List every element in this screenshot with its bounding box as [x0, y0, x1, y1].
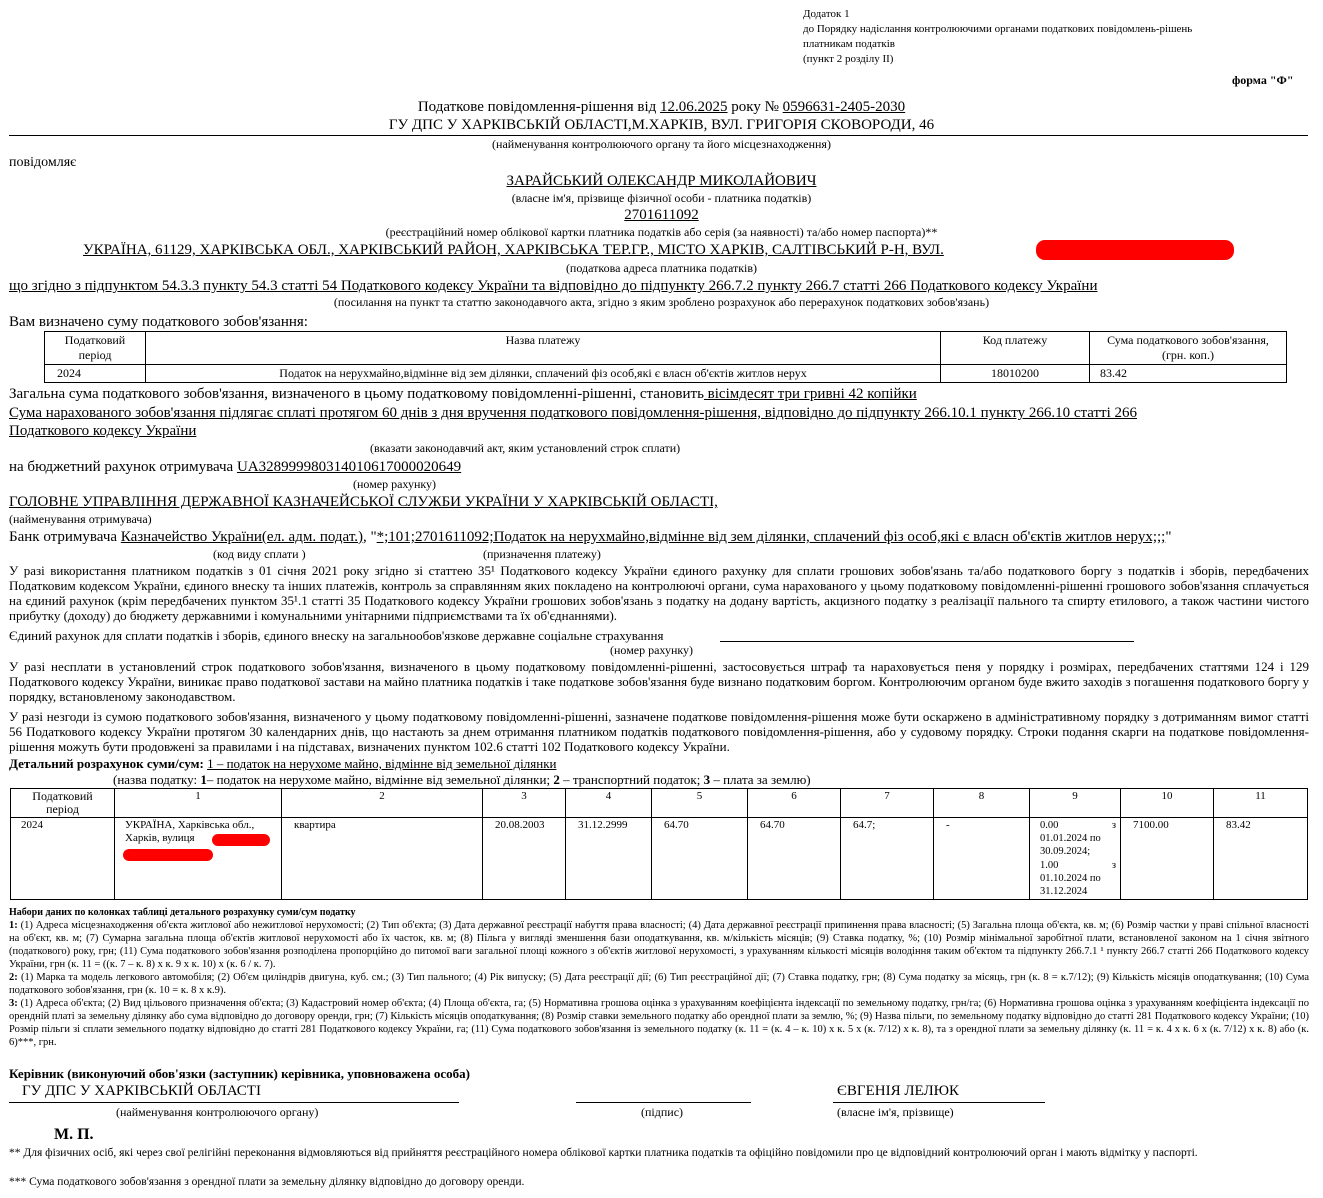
datasets-item-3: 3: (1) Адреса об'єкта; (2) Вид цільового призначення об'єкта; (3) Кадастровий номер об'єкта; (4) Площа об'єкта, га; (5) Нормативна грошова оцінка з урахуванням коефіцієнта індексації по земельному податку, грн/га; (6) Нормативна грошова оцінка з урахуванням коефіцієнта індексації по орендній платі за земельну ділянку або сума відповідно до договору оренди, грн; (7) Кількість місяців оподаткування; (8) Розмір ставки земельного податку або орендної плати за землю, %; (9) Назва пільги, по земельному податку відповідно до статті 281 Податкового кодексу України; (10) Розмір пільги зі сплати земельного податку відповідно до статті 281 Податкового кодексу України, га; (11) Сума податкового зобов'язання із земельного податку (к. 11 = (к. 4 – к. 10) х к. 5 х (к. 7/12) х к. 8), та з орендної плати за земельну ділянку (к. 11 = к. 4 х к. 6 х (к. 7/12) х к. 8) або (к. 6)***, грн. — [9, 998, 1309, 1048]
annex-line: (пункт 2 розділу ІІ) — [803, 53, 894, 65]
recipient-caption: (найменування отримувача) — [9, 512, 152, 526]
stamp-label: М. П. — [54, 1126, 94, 1143]
document-number: 0596631-2405-2030 — [782, 99, 906, 115]
table-header-cell: 5 — [652, 789, 748, 818]
annex-block — [803, 7, 1192, 67]
appeal-paragraph: У разі незгоди із сумою податкового зобов'язання, визначеного у цьому податковому повідомленні-рішенні, зазначене податкове повідомлення-рішення може бути оскаржено в адміністративному порядку з дотриманням вимог статті 56 Податкового кодексу України протягом 30 календарних днів, що настають за днем отримання платником податків податкового повідомлення-рішення, або у судовому порядку. Строки подання скарги на податкове повідомлення-рішення можуть бути продовжені за правилами і на підставах, визначених пунктом 102.6 статті 102 Податкового кодексу України. — [9, 709, 1309, 754]
bank-line: Банк отримувача Казначейство України(ел. адм. подат.), "*;101;2701611092;Податок на нерухмайно,відмінне від зем ділянки, сплачений фіз особ,які є власн об'єктів житлов нерух;;;" — [9, 529, 1172, 545]
signature-line — [9, 1102, 459, 1103]
table-header-cell: 2 — [282, 789, 483, 818]
taxpayer-address-caption: (податкова адреса платника податків) — [565, 261, 758, 275]
table-cell-total-area: 64.70 — [748, 818, 841, 900]
table-cell-rate: 0.00 з 01.01.2024 по 30.09.2024; 1.00 з 01.10.2024 по 31.12.2024 — [1030, 818, 1121, 900]
redaction-mark — [1036, 240, 1234, 260]
account-caption: (номер рахунку) — [610, 643, 694, 657]
payment-purpose: *;101;2701611092;Податок на нерухмайно,відмінне від зем ділянки, сплачений фіз особ,які є власн об'єктів житлов нерух;;; — [376, 529, 1166, 545]
form-label: форма "Ф" — [1232, 73, 1294, 87]
divider — [9, 135, 1308, 136]
signature-person-caption: (власне ім'я, прізвище) — [837, 1105, 954, 1119]
table-header-row — [11, 789, 1308, 818]
table-header-cell: 3 — [483, 789, 566, 818]
annex-line: платникам податків — [803, 38, 895, 50]
table-cell-period: 2024 — [11, 818, 115, 900]
payment-term-caption: (вказати законодавчий акт, яким установлений строк сплати) — [370, 441, 681, 455]
authority-caption: (найменування контролюючого органу та його місцезнаходження) — [492, 137, 831, 151]
table-cell-area: 64.70 — [652, 818, 748, 900]
detail-caption: (назва податку: 1– податок на нерухоме майно, відмінне від земельної ділянки; 2 – транспортний податок; 3 – плата за землю) — [113, 772, 811, 787]
table-cell-end-date: 31.12.2999 — [566, 818, 652, 900]
legal-basis: що згідно з підпунктом 54.3.3 пункту 54.3 статті 54 Податкового кодексу України та відповідно до підпункту 266.7.2 пункту 266.7 статті 266 Податкового кодексу України — [9, 278, 1098, 294]
table-header-row — [45, 332, 1287, 365]
table-header-cell: Податковий період — [45, 332, 146, 365]
footnote-2: *** Сума податкового зобов'язання з орендної плати за земельну ділянку відповідно до договору оренди. — [9, 1176, 525, 1188]
table-cell-reg-date: 20.08.2003 — [483, 818, 566, 900]
recipient-name: ГОЛОВНЕ УПРАВЛІННЯ ДЕРЖАВНОЇ КАЗНАЧЕЙСЬКОЇ СЛУЖБИ УКРАЇНИ У ХАРКІВСЬКІЙ ОБЛАСТІ, — [9, 494, 718, 510]
taxpayer-id: 2701611092 — [624, 207, 699, 223]
signature-person: ЄВГЕНІЯ ЛЕЛЮК — [837, 1083, 960, 1099]
single-account-paragraph: У разі використання платником податків з 01 січня 2021 року згідно зі статтею 35¹ Податкового кодексу України єдиного рахунку для сплати грошових зобов'язань та/або податкового боргу з податків і зборів, передбачених Податковим кодексом України, єдиного внеску та інших платежів, контроль за справлянням яких покладено на контролюючі органи, сума нарахованого у цьому податковому повідомленні-рішенні грошового зобов'язання сплачується на єдиний рахунок (крім передбачених пунктом 35¹.1 статті 35 Податкового кодексу України грошових зобов'язань з податку на додану вартість, акцизного податку з реалізації пального та спирту етилового, а також частини чистого прибутку (доходу) до бюджету державними і комунальними унітарними підприємствами та їх об'єднаннями). — [9, 563, 1309, 623]
annex-line: Додаток 1 — [803, 8, 850, 20]
account-blank-line — [720, 641, 1134, 642]
single-account-line: Єдиний рахунок для сплати податків і зборів, єдиного внеску на загальнообов'язкове державне соціальне страхування — [9, 628, 664, 643]
table-header-cell: 10 — [1121, 789, 1214, 818]
table-cell-col10: 7100.00 — [1121, 818, 1214, 900]
table-header-cell: Код платежу — [941, 332, 1090, 365]
signature-authority: ГУ ДПС У ХАРКІВСЬКІЙ ОБЛАСТІ — [22, 1083, 261, 1099]
notifies-label: повідомляє — [9, 155, 77, 170]
table-cell-amount: 83.42 — [1090, 365, 1287, 383]
nonpayment-paragraph: У разі несплати в установлений строк податкового зобов'язання, визначеного в цьому податковому повідомленні-рішенні, застосовується штраф та нараховується пеня у порядку і розмірах, передбачених статтями 124 і 129 Податкового кодексу України, виникає право податкової застави на майно платника податків і таке податкове зобов'язання буде визнано податковим боргом. Контролюючим органом буде вжито заходів з погашення податкового боргу у порядку, встановленому законодавством. — [9, 659, 1309, 704]
payment-purpose-caption: (призначення платежу) — [483, 547, 601, 561]
amount-intro: Вам визначено суму податкового зобов'язання: — [9, 314, 308, 330]
legal-basis-caption: (посилання на пункт та статтю законодавчого акта, згідно з яким зроблено розрахунок або перерахунок податкових зобов'язань) — [333, 295, 990, 309]
detail-tax-type: 1 – податок на нерухоме майно, відмінне від земельної ділянки — [207, 756, 557, 771]
signature-line — [576, 1102, 751, 1103]
table-cell-min-rate: - — [934, 818, 1030, 900]
payment-term-line2: Податкового кодексу України — [9, 423, 197, 439]
bank-name: Казначейство України(ел. адм. подат.) — [120, 529, 364, 545]
taxpayer-name-caption: (власне ім'я, прізвище фізичної особи - платника податків) — [511, 191, 812, 205]
redaction-mark — [212, 834, 270, 846]
signature-authority-caption: (найменування контролюючого органу) — [116, 1105, 319, 1119]
detail-calculation-table — [10, 788, 1308, 900]
datasets-item-1: 1: (1) Адреса місцезнаходження об'єкта житлової або нежитлової нерухомості; (2) Тип об'єкта; (3) Дата державної реєстрації набуття права власності; (4) Дата державної реєстрації припинення права власності; (5) Загальна площа об'єкта, кв. м; (6) Розмір частки у праві спільної власності на об'єкт, кв. м; (7) Сумарна загальна площа об'єктів житлової нерухомості або їх часток, кв. м; (8) Пільга у вигляді зменшення бази оподаткування, кв. м/кількість місяців; (9) Ставка податку, %; (10) Розмір мінімальної заробітної плати, встановленої законом на 1 січня звітного (податкового) року, грн; (11) Сума податкового зобов'язання розподілена пропорційно до питомої ваги загальної площі кожного з об'єктів житлової нерухомості, з урахуванням кількості місяців володіння таким об'єктом та підпункту 266.7.1 ¹ пункту 266.7 статті 266 Податкового кодексу України, грн (к. 11 = ((к. 7 – к. 8) х к. 9 х к. 10) х (к. 6 / к. 7). — [9, 920, 1309, 970]
table-cell-payment-code: 18010200 — [941, 365, 1090, 383]
tax-amount-table — [44, 331, 1287, 383]
detail-calculation: Детальний розрахунок суми/сум: 1 – податок на нерухоме майно, відмінне від земельної ділянки — [9, 756, 557, 771]
payment-code-caption: (код виду сплати ) — [213, 547, 306, 561]
datasets-title: Набори даних по колонках таблиці детального розрахунку суми/сум податку — [9, 907, 356, 918]
table-header-cell: 4 — [566, 789, 652, 818]
table-cell-col11: 83.42 — [1214, 818, 1308, 900]
authority-name: ГУ ДПС У ХАРКІВСЬКІЙ ОБЛАСТІ,М.ХАРКІВ, ВУЛ. ГРИГОРІЯ СКОВОРОДИ, 46 — [388, 117, 935, 133]
taxpayer-name: ЗАРАЙСЬКИЙ ОЛЕКСАНДР МИКОЛАЙОВИЧ — [506, 173, 817, 189]
total-amount: Загальна сума податкового зобов'язання, визначеного в цьому податковому повідомленні-рішенні, становить вісімдесят три гривні 42 копійки — [9, 386, 917, 402]
document-date: 12.06.2025 — [660, 99, 728, 115]
table-cell-period: 2024 — [45, 365, 146, 383]
datasets-item-2: 2: (1) Марка та модель легкового автомобіля; (2) Об'єм циліндрів двигуна, куб. см.; (3) Тип пального; (4) Рік випуску; (5) Дата реєстрації дії; (6) Тип реєстраційної дії; (7) Ставка податку, грн; (8) Сума податку за місяць, грн (к. 8 = к.7/12); (9) Кількість місяців оподаткування; (10) Сума податкового зобов'язання, грн (к. 10 = к. 8 х к.9). — [9, 972, 1309, 996]
table-header-cell: 7 — [841, 789, 934, 818]
annex-line: до Порядку надіслання контролюючими органами податкових повідомлень-рішень — [803, 23, 1193, 35]
table-cell-address: УКРАЇНА, Харківська обл., Харків, вулиця — [115, 818, 282, 900]
total-amount-words: вісімдесят три гривні 42 копійки — [703, 386, 917, 402]
table-cell-payment-name: Податок на нерухмайно,відмінне від зем ділянки, сплачений фіз особ,які є власн об'єктів житлов нерух — [146, 365, 941, 383]
redaction-mark — [123, 849, 213, 861]
document-title: Податкове повідомлення-рішення від 12.06.2025 року № 0596631-2405-2030 — [417, 99, 906, 115]
budget-account-number: UA328999980314010617000020649 — [236, 459, 462, 475]
budget-account-caption: (номер рахунку) — [353, 477, 437, 491]
table-header-cell: 6 — [748, 789, 841, 818]
taxpayer-id-caption: (реєстраційний номер облікової картки платника податків або серія (за наявності) та/або номер паспорта)** — [385, 225, 938, 239]
budget-account: на бюджетний рахунок отримувача UA328999980314010617000020649 — [9, 459, 462, 475]
taxpayer-address: УКРАЇНА, 61129, ХАРКІВСЬКА ОБЛ., ХАРКІВСЬКИЙ РАЙОН, ХАРКІВСЬКА ТЕР.ГР., МІСТО ХАРКІВ, САЛТІВСЬКИЙ Р-Н, ВУЛ. — [83, 242, 944, 258]
table-header-cell: 9 — [1030, 789, 1121, 818]
footnote-1: ** Для фізичних осіб, які через свої релігійні переконання відмовляються від прийняття реєстраційного номера облікової картки платника податків та офіційно повідомили про це відповідний контролюючий орган і мають відмітку у паспорті. — [9, 1147, 1198, 1159]
table-cell-benefit: 64.7; — [841, 818, 934, 900]
signature-caption: (підпис) — [641, 1105, 684, 1119]
table-header-cell: Податковий період — [11, 789, 115, 818]
table-header-cell: Назва платежу — [146, 332, 941, 365]
table-cell-type: квартира — [282, 818, 483, 900]
table-row — [45, 365, 1287, 383]
signature-line — [833, 1102, 1045, 1103]
table-header-cell: Сума податкового зобов'язання, (грн. коп.) — [1090, 332, 1287, 365]
head-title: Керівник (виконуючий обов'язки (заступник) керівника, уповноважена особа) — [9, 1066, 470, 1081]
table-header-cell: 8 — [934, 789, 1030, 818]
table-header-cell: 1 — [115, 789, 282, 818]
table-header-cell: 11 — [1214, 789, 1308, 818]
payment-term-line1: Сума нарахованого зобов'язання підлягає сплаті протягом 60 днів з дня вручення податкового повідомлення-рішення, відповідно до підпункту 266.10.1 пункту 266.10 статті 266 — [9, 405, 1138, 421]
